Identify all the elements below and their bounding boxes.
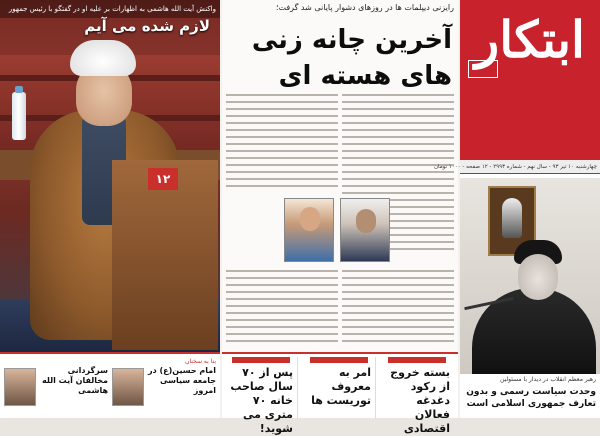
left-headline[interactable]: لازم شده می آیم [84,17,210,35]
photo-caption-kicker: رهبر معظم انقلاب در دیدار با مسئولین [499,376,596,383]
hero-photo [0,0,220,352]
box-title: امر به معروف توریست ها [311,366,371,407]
body-text-column [226,270,338,350]
left-kicker: واکنش آیت الله هاشمی به اظهارات بر علیه او در گفتگو با رئیس جمهور [8,5,216,13]
teaser-title: سرگردانی مخالفان آیت الله هاشمی [42,366,108,395]
box-title: پس از ۷۰ سال صاحب خانه ۷۰ متری می شوید! [230,366,293,435]
teaser-item[interactable] [2,358,110,418]
body-text-column [342,270,454,350]
bottom-story-box[interactable] [224,357,298,435]
box-title: بسته خروج از رکود دغدغه فعالان اقتصادی [390,366,450,435]
inset-photo-diplomat[interactable] [340,198,390,262]
middle-column [222,0,458,435]
teaser-photo [112,368,144,406]
box-tag [232,357,290,363]
box-tag [388,357,446,363]
inset-photo-diplomat[interactable] [284,198,334,262]
main-kicker: رایزنی دیپلمات ها در روزهای دشوار پایانی شد گرفت؛ [275,3,454,12]
teaser-item[interactable] [110,358,218,418]
water-bottle [12,92,26,140]
dateline: چهارشنبه ۱۰ تیر ۹۳ - سال نهم - شماره ۲۹۹۳ - ۱۲ صفحه - ۱۰۰۰ تومان [460,160,600,174]
photo-caption[interactable]: وحدت سیاست رسمی و بدون تعارف جمهوری اسلامی است [466,387,596,409]
left-teasers [0,352,220,418]
seat-number-badge: ۱۲ [148,168,178,190]
main-headline[interactable]: آخرین چانه زنی های هسته ای [251,25,452,91]
leader-photo[interactable] [460,178,600,374]
inset-photos [284,198,390,264]
masthead [460,0,600,160]
teaser-title: امام حسین(ع) در جامعه سیاسی امروز [148,366,216,395]
leader-face [518,254,558,300]
middle-bottom-boxes [222,352,458,435]
white-turban [70,40,136,76]
box-tag [310,357,368,363]
body-text-column [226,94,338,194]
right-column [434,0,600,418]
masthead-logo[interactable]: ابتکار [475,10,585,69]
teaser-label: بنا به سخنان [185,358,216,365]
left-column [0,0,220,418]
bottom-story-box[interactable] [380,357,454,435]
masthead-badge [468,60,498,78]
bottom-story-box[interactable] [302,357,376,419]
teaser-photo [4,368,36,406]
